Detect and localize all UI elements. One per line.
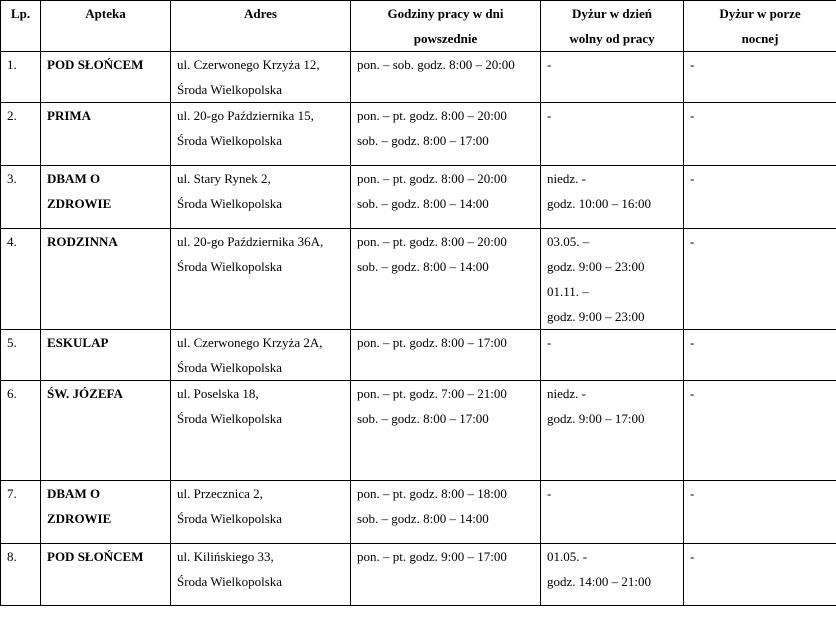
cell-weekday-hours: pon. – pt. godz. 9:00 – 17:00 — [351, 544, 541, 606]
table-body — [1, 52, 836, 606]
header-night-duty: Dyżur w porze nocnej — [684, 1, 836, 52]
cell-night-duty: - — [684, 103, 836, 166]
cell-weekday-hours: pon. – pt. godz. 8:00 – 18:00 sob. – godz. 8:00 – 14:00 — [351, 481, 541, 544]
cell-holiday-duty: - — [541, 103, 684, 166]
cell-lp: 4. — [1, 229, 41, 330]
cell-lp: 3. — [1, 166, 41, 229]
cell-pharmacy-name: PRIMA — [41, 103, 171, 166]
cell-address: ul. Stary Rynek 2, Środa Wielkopolska — [171, 166, 351, 229]
cell-pharmacy-name: RODZINNA — [41, 229, 171, 330]
cell-pharmacy-name: ESKULAP — [41, 330, 171, 381]
cell-lp: 5. — [1, 330, 41, 381]
table-row — [1, 52, 836, 103]
cell-lp: 2. — [1, 103, 41, 166]
table-header-row — [1, 1, 836, 52]
cell-night-duty: - — [684, 544, 836, 606]
cell-night-duty: - — [684, 52, 836, 103]
cell-night-duty: - — [684, 229, 836, 330]
header-weekday-hours: Godziny pracy w dni powszednie — [351, 1, 541, 52]
header-address: Adres — [171, 1, 351, 52]
cell-holiday-duty: niedz. - godz. 10:00 – 16:00 — [541, 166, 684, 229]
cell-pharmacy-name: POD SŁOŃCEM — [41, 544, 171, 606]
table-row — [1, 330, 836, 381]
header-holiday-duty: Dyżur w dzień wolny od pracy — [541, 1, 684, 52]
header-lp: Lp. — [1, 1, 41, 52]
cell-holiday-duty: 01.05. - godz. 14:00 – 21:00 — [541, 544, 684, 606]
cell-address: ul. Poselska 18, Środa Wielkopolska — [171, 381, 351, 481]
cell-address: ul. Czerwonego Krzyża 12, Środa Wielkopolska — [171, 52, 351, 103]
cell-holiday-duty: - — [541, 52, 684, 103]
cell-pharmacy-name: ŚW. JÓZEFA — [41, 381, 171, 481]
cell-holiday-duty: niedz. - godz. 9:00 – 17:00 — [541, 381, 684, 481]
cell-holiday-duty: - — [541, 481, 684, 544]
table-row — [1, 544, 836, 606]
header-pharmacy: Apteka — [41, 1, 171, 52]
cell-weekday-hours: pon. – pt. godz. 8:00 – 20:00 sob. – godz. 8:00 – 14:00 — [351, 229, 541, 330]
cell-weekday-hours: pon. – pt. godz. 8:00 – 20:00 sob. – godz. 8:00 – 17:00 — [351, 103, 541, 166]
table-row — [1, 481, 836, 544]
cell-holiday-duty: 03.05. – godz. 9:00 – 23:00 01.11. – godz. 9:00 – 23:00 — [541, 229, 684, 330]
cell-weekday-hours: pon. – pt. godz. 8:00 – 20:00 sob. – godz. 8:00 – 14:00 — [351, 166, 541, 229]
cell-lp: 8. — [1, 544, 41, 606]
cell-lp: 6. — [1, 381, 41, 481]
table-row — [1, 166, 836, 229]
cell-address: ul. Czerwonego Krzyża 2A, Środa Wielkopolska — [171, 330, 351, 381]
cell-night-duty: - — [684, 166, 836, 229]
table-row — [1, 229, 836, 330]
cell-night-duty: - — [684, 481, 836, 544]
cell-address: ul. Przecznica 2, Środa Wielkopolska — [171, 481, 351, 544]
cell-night-duty: - — [684, 330, 836, 381]
cell-address: ul. 20-go Października 15, Środa Wielkopolska — [171, 103, 351, 166]
cell-weekday-hours: pon. – pt. godz. 8:00 – 17:00 — [351, 330, 541, 381]
cell-pharmacy-name: POD SŁOŃCEM — [41, 52, 171, 103]
cell-pharmacy-name: DBAM O ZDROWIE — [41, 166, 171, 229]
cell-address: ul. 20-go Października 36A, Środa Wielkopolska — [171, 229, 351, 330]
cell-night-duty: - — [684, 381, 836, 481]
cell-weekday-hours: pon. – sob. godz. 8:00 – 20:00 — [351, 52, 541, 103]
table-row — [1, 381, 836, 481]
cell-holiday-duty: - — [541, 330, 684, 381]
cell-lp: 1. — [1, 52, 41, 103]
table-row — [1, 103, 836, 166]
cell-weekday-hours: pon. – pt. godz. 7:00 – 21:00 sob. – godz. 8:00 – 17:00 — [351, 381, 541, 481]
cell-lp: 7. — [1, 481, 41, 544]
cell-pharmacy-name: DBAM O ZDROWIE — [41, 481, 171, 544]
cell-address: ul. Kilińskiego 33, Środa Wielkopolska — [171, 544, 351, 606]
